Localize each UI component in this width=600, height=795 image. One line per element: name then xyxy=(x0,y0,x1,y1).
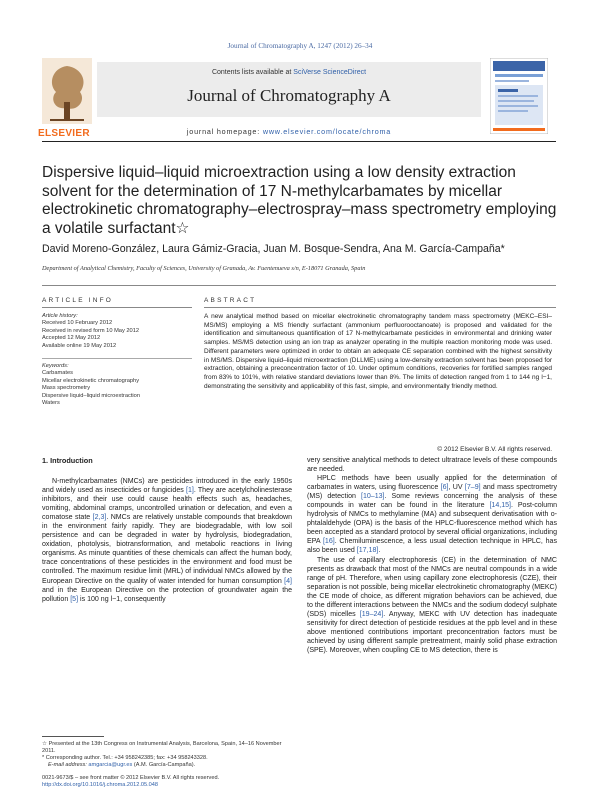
text-run: , UV xyxy=(448,484,465,492)
reference-link[interactable]: [7–9] xyxy=(464,484,481,492)
article-title: Dispersive liquid–liquid microextraction using a low density extraction solvent for the determination of 17 N-methylcarbamates by micellar electrokinetic chromatography–electrospray–mass spectrometry employing a volatile surfactant☆ xyxy=(42,164,557,237)
reference-link[interactable]: [6] xyxy=(440,484,449,492)
footnote-presented: ☆ Presented at the 13th Congress on Instrumental Analysis, Barcelona, Spain, 14–16 November 2011. xyxy=(42,741,282,755)
abstract-text: A new analytical method based on micellar electrokinetic chromatography tandem mass spectrometry (MEKC–ESI–MS/MS) employing a MS friendly surfactant (ammonium perfluorooctanoate) is proposed and validated for the identification and simultaneous quantification of 17 N-methylcarbamate pesticides in environmental and drinking water samples. MS/MS detection using an ion trap as analyzer operating in the multiple reaction monitoring mode was used. Different parameters were optimized in order to obtain an adequate CE separation combined with the highest sensitivity in MS/MS. Dispersive liquid–liquid microextraction (DLLME) using a low-density extraction solvent has been proposed for extraction, obtaining a preconcentration factor of 10. Under optimum conditions, recoveries for fortified samples ranged from 83% to 101%, with relative standard deviations lower than 8%. The limits of detection ranged from 1 to 144 ng l−1, demonstrating the sensitivity and applicability of this fast, simple, and environmentally friendly method. xyxy=(204,313,552,390)
text-run: . They are acetylcholinesterase inhibitors, and their use could cause health effects such as, headaches, vomiting, abdominal cramps, uncontrolled urination or defecation, and even a comatose state xyxy=(42,487,292,522)
text-run: . Post-column hydrolysis of NMCs to methylamine (MA) and subsequent derivatisation with o-phtalaldehyde (OPA) is the basis of the HPLC-fluorescence method which has been accepted as a standard protocol by several official organizations, including EPA xyxy=(307,502,557,546)
elsevier-tree-logo xyxy=(42,58,92,130)
right-column xyxy=(307,456,557,655)
footnote-corresponding: * Corresponding author. Tel.: +34 958242385; fax: +34 958243328. xyxy=(42,755,208,762)
reference-link[interactable]: [19–24] xyxy=(359,610,384,618)
contents-prefix: Contents lists available at xyxy=(211,69,294,76)
contents-line xyxy=(97,69,481,76)
reference-link[interactable]: [5] xyxy=(70,595,79,603)
info-rule-top xyxy=(42,285,556,286)
email-link[interactable]: amgarcia@ugr.es xyxy=(88,762,133,769)
reference-link[interactable]: [14,15] xyxy=(489,502,511,510)
reference-link[interactable]: [1] xyxy=(185,487,194,495)
intro-paragraph-1 xyxy=(42,477,292,604)
footnotes xyxy=(42,741,292,769)
article-info-heading: ARTICLE INFO xyxy=(42,297,114,304)
text-run: is 100 ng l−1, consequently xyxy=(78,595,166,603)
history-item: Received in revised form 10 May 2012 xyxy=(42,327,140,334)
text-run: and in the European Directive on the protection of groundwater again the pollution xyxy=(42,586,292,603)
footnote-email xyxy=(42,762,292,769)
section-heading-introduction: 1. Introduction xyxy=(42,456,93,465)
keyword-item: Dispersive liquid–liquid microextraction xyxy=(42,392,140,399)
journal-cover-image xyxy=(490,58,548,134)
text-run: The use of capillary electrophoresis (CE) in the determination of NMC presents as drawback that most of the NMCs are neutral compounds in a wide range of pH. Therefore, when using capillary zone electrophoresis (CZE), their separation is not possible, being micellar electrokinetic chromatography (MEKC) the CE mode of choice, as different migration behaviors can be achieved, due to the different interactions between the NMCs and the sodium dodecyl sulphate (SDS) micelles xyxy=(307,556,557,618)
text-run: N-methylcarbamates (NMCs) are pesticides introduced in the early 1950s and widely used as insecticides or fungicides xyxy=(42,478,292,495)
keyword-item: Mass spectrometry xyxy=(42,385,91,392)
elsevier-wordmark: ELSEVIER xyxy=(38,128,90,139)
history-item: Received 10 February 2012 xyxy=(42,320,113,327)
abstract-heading: ABSTRACT xyxy=(204,297,257,304)
history-keyword-divider xyxy=(42,358,192,359)
reference-link[interactable]: [10–13] xyxy=(360,493,385,501)
copyright-line: © 2012 Elsevier B.V. All rights reserved. xyxy=(437,446,552,453)
keywords xyxy=(42,363,192,407)
text-run: and mass spectrometry (MS) detection xyxy=(307,484,557,501)
intro-paragraph-cont: very sensitive analytical methods to detect ultratrace levels of these compounds are needed. xyxy=(307,457,557,474)
email-suffix: (A.M. García-Campaña). xyxy=(132,762,196,769)
text-run: . Anyway, MEKC with UV detection has inadequate sensitivity for direct detection of pesticide residues at the ppb level and in these above mentioned contributions important preconcentration factors must be achieved by using different sample pretreatment, mainly solid phase extraction (SPE). Moreover, when coupling CE to MS detection, there is xyxy=(307,610,557,654)
homepage-prefix: journal homepage: xyxy=(186,127,263,136)
header-rule xyxy=(42,141,556,142)
history-label: Article history: xyxy=(42,313,78,319)
homepage-link[interactable]: www.elsevier.com/locate/chroma xyxy=(262,127,392,136)
journal-title: Journal of Chromatography A xyxy=(187,86,391,105)
issn-line: 0021-9673/$ – see front matter © 2012 Elsevier B.V. All rights reserved. xyxy=(42,775,220,781)
text-run: . NMCs are relatively unstable compounds that breakdown in the environment fairly rapidly. They are biodegradable, with low soil persistence and can be degraded in water by hydrolysis, biodegradation, oxidation, photolysis, biotransformation, and metabolic reactions in living organisms. As minute quantities of these chemicals can affect the human body, trace concentrations of these pesticides in the environment and food must be controlled. The maximum residue limit (MRL) of individual NMCs allowed by the European Directive on the quality of water intended for human consumption xyxy=(42,514,292,585)
keywords-label: Keywords: xyxy=(42,363,69,369)
history-item: Available online 19 May 2012 xyxy=(42,342,117,349)
keyword-item: Waters xyxy=(42,400,60,407)
reference-link[interactable]: [16] xyxy=(322,538,335,546)
article-history xyxy=(42,313,192,350)
text-run: . Some reviews concerning the analysis of these compounds in water can be found in the literature xyxy=(307,493,557,510)
reference-link[interactable]: [2,3] xyxy=(92,514,107,522)
doi-link[interactable]: http://dx.doi.org/10.1016/j.chroma.2012.05.048 xyxy=(42,782,158,789)
affiliation: Department of Analytical Chemistry, Faculty of Sciences, University of Granada, Av. Fuentenueva s/n, E-18071 Granada, Spain xyxy=(42,265,366,272)
email-label: E-mail address: xyxy=(48,762,89,769)
abstract-rule xyxy=(204,307,556,308)
keyword-item: Micellar electrokinetic chromatography xyxy=(42,377,140,384)
left-column xyxy=(42,477,292,604)
intro-paragraph-3 xyxy=(307,556,557,656)
citation-line[interactable]: Journal of Chromatography A, 1247 (2012) 26–34 xyxy=(227,42,373,50)
journal-homepage xyxy=(97,127,481,136)
text-run: . Chemiluminescence, a less usual detection technique in HPLC, has also been used xyxy=(307,538,557,555)
text-run: . xyxy=(378,547,381,555)
footnote-rule xyxy=(42,736,104,737)
author-list[interactable]: David Moreno-González, Laura Gámiz-Gracia, Juan M. Bosque-Sendra, Ana M. García-Campaña* xyxy=(42,243,505,255)
text-run: HPLC methods have been usually applied for the determination of carbamates in waters, using fluorescence xyxy=(307,475,557,492)
article-info-rule xyxy=(42,307,192,308)
history-item: Accepted 12 May 2012 xyxy=(42,335,101,342)
issn-block xyxy=(42,775,292,789)
reference-link[interactable]: [17,18] xyxy=(356,547,379,555)
intro-paragraph-2 xyxy=(307,474,557,555)
sciencedirect-link[interactable]: SciVerse ScienceDirect xyxy=(293,69,367,76)
keyword-item: Carbamates xyxy=(42,370,73,377)
reference-link[interactable]: [4] xyxy=(284,577,292,585)
